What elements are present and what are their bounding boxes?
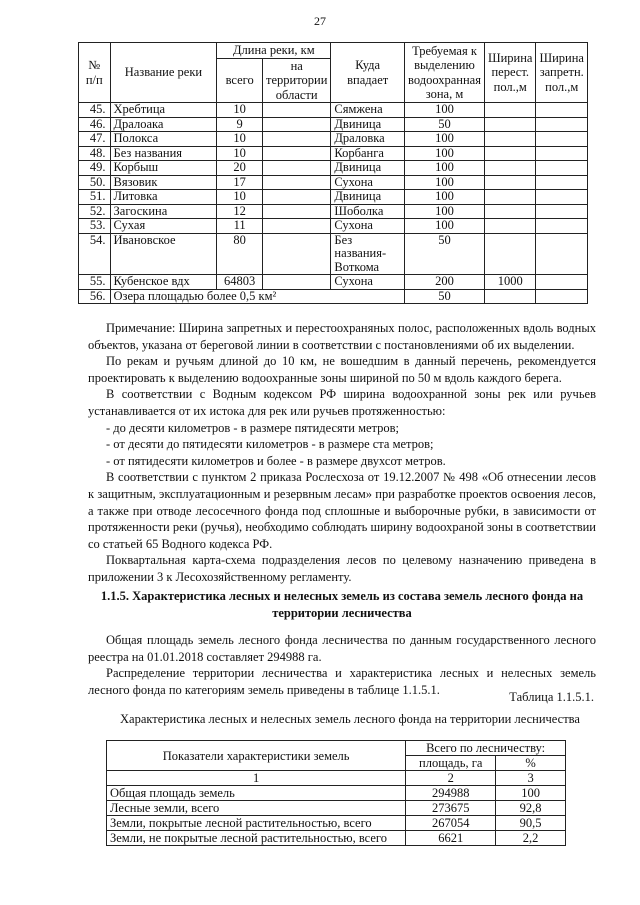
fire-width bbox=[484, 161, 535, 176]
section-text bbox=[88, 632, 596, 698]
row-num: 55. bbox=[79, 275, 111, 290]
ban-width bbox=[536, 175, 588, 190]
body-text bbox=[88, 320, 596, 586]
table-row bbox=[79, 289, 588, 304]
row-num: 48. bbox=[79, 146, 111, 161]
length-in-area bbox=[263, 275, 331, 290]
length-in-area bbox=[263, 175, 331, 190]
zone-width: 100 bbox=[405, 132, 485, 147]
river-mouth: Сямжена bbox=[331, 103, 405, 118]
river-mouth: Без названия-Воткома bbox=[331, 233, 405, 275]
length-in-area bbox=[263, 233, 331, 275]
header-num: № п/п bbox=[79, 43, 111, 103]
length-total: 12 bbox=[217, 204, 263, 219]
row-num: 47. bbox=[79, 132, 111, 147]
table-row bbox=[79, 190, 588, 205]
zone-width: 100 bbox=[405, 175, 485, 190]
zone-width: 50 bbox=[405, 289, 485, 304]
paragraph: Поквартальная карта-схема подразделения лесов по целевому назначению приведена в приложении 3 к Лесохозяйственному регламенту. bbox=[88, 553, 596, 584]
header-mouth: Куда впадает bbox=[331, 43, 405, 103]
river-name: Кубенское вдх bbox=[110, 275, 217, 290]
paragraph: В соответствии с Водным кодексом РФ ширина водоохранной зоны рек или ручьев устанавливается от их истока для рек или ручьев протяженностью: bbox=[88, 387, 596, 418]
page-number: 27 bbox=[314, 14, 326, 28]
paragraph: По рекам и ручьям длиной до 10 км, не вошедшим в данный перечень, рекомендуется проектировать к выделению водоохранные зоны шириной по 50 м вдоль каждого берега. bbox=[88, 354, 596, 385]
paragraph: В соответствии с пунктом 2 приказа Рослесхоза от 19.12.2007 № 498 «Об отнесении лесов к защитным, эксплуатационным и резервным лесам» при разработке проектов освоения лесов, а также при отводе лесосечного фонда под сплошные и выборочные рубки, в зависимости от протяженности реки (ручья), необходимо соблюдать ширину водоохраной зоны в соответствии со статьей 65 Водного кодекса РФ. bbox=[88, 470, 596, 551]
ban-width bbox=[536, 161, 588, 176]
land-pct: 90,5 bbox=[496, 816, 566, 831]
land-pct: 2,2 bbox=[496, 831, 566, 846]
header-total: всего bbox=[217, 58, 263, 103]
zone-width: 100 bbox=[405, 161, 485, 176]
length-in-area bbox=[263, 219, 331, 234]
header-ban-width: Ширина запретн. пол.,м bbox=[536, 43, 588, 103]
ban-width bbox=[536, 289, 588, 304]
length-total: 17 bbox=[217, 175, 263, 190]
list-item: - от десяти до пятидесяти километров - в размере ста метров; bbox=[106, 437, 434, 452]
length-in-area bbox=[263, 161, 331, 176]
table-row bbox=[79, 275, 588, 290]
river-mouth: Двиница bbox=[331, 190, 405, 205]
zone-width: 100 bbox=[405, 204, 485, 219]
land-category: Земли, покрытые лесной растительностью, всего bbox=[107, 816, 406, 831]
row-num: 56. bbox=[79, 289, 111, 304]
land-area: 267054 bbox=[406, 816, 496, 831]
land-area: 273675 bbox=[406, 801, 496, 816]
row-num: 54. bbox=[79, 233, 111, 275]
river-name: Сухая bbox=[110, 219, 217, 234]
fire-width bbox=[484, 117, 535, 132]
col-num: 3 bbox=[496, 771, 566, 786]
river-name: Вязовик bbox=[110, 175, 217, 190]
river-name: Литовка bbox=[110, 190, 217, 205]
river-mouth: Сухона bbox=[331, 275, 405, 290]
table-row bbox=[79, 161, 588, 176]
river-name: Без названия bbox=[110, 146, 217, 161]
river-name: Полокса bbox=[110, 132, 217, 147]
river-mouth: Сухона bbox=[331, 175, 405, 190]
row-num: 45. bbox=[79, 103, 111, 118]
header-name: Название реки bbox=[110, 43, 217, 103]
length-total: 80 bbox=[217, 233, 263, 275]
col-num: 2 bbox=[406, 771, 496, 786]
ban-width bbox=[536, 146, 588, 161]
table-title: Характеристика лесных и нелесных земель лесного фонда на территории лесничества bbox=[120, 712, 580, 726]
paragraph: Распределение территории лесничества и характеристика лесных и нелесных земель лесного фонда по категориям земель приведены в таблице 1.1.5.1. bbox=[88, 666, 596, 697]
table-row bbox=[79, 219, 588, 234]
ban-width bbox=[536, 190, 588, 205]
table-row bbox=[107, 816, 566, 831]
header-in-area: на территории области bbox=[263, 58, 331, 103]
table-row bbox=[79, 103, 588, 118]
header-length: Длина реки, км bbox=[217, 43, 331, 59]
length-in-area bbox=[263, 190, 331, 205]
fire-width bbox=[484, 190, 535, 205]
table-row bbox=[107, 786, 566, 801]
zone-width: 100 bbox=[405, 190, 485, 205]
fire-width bbox=[484, 219, 535, 234]
length-in-area bbox=[263, 103, 331, 118]
table-row bbox=[107, 801, 566, 816]
zone-width: 50 bbox=[405, 117, 485, 132]
river-mouth: Корбанга bbox=[331, 146, 405, 161]
table-row bbox=[79, 204, 588, 219]
row-num: 49. bbox=[79, 161, 111, 176]
river-name: Дралоака bbox=[110, 117, 217, 132]
length-total: 10 bbox=[217, 132, 263, 147]
ban-width bbox=[536, 204, 588, 219]
section-heading: 1.1.5. Характеристика лесных и нелесных земель из состава земель лесного фонда на территории лесничества bbox=[100, 589, 584, 620]
fire-width bbox=[484, 132, 535, 147]
fire-width bbox=[484, 233, 535, 275]
fire-width bbox=[484, 289, 535, 304]
zone-width: 100 bbox=[405, 146, 485, 161]
land-area: 6621 bbox=[406, 831, 496, 846]
list-item: - от пятидесяти километров и более - в размере двухсот метров. bbox=[106, 453, 446, 468]
zone-width: 50 bbox=[405, 233, 485, 275]
land-pct: 100 bbox=[496, 786, 566, 801]
header-area: площадь, га bbox=[406, 756, 496, 771]
length-total: 10 bbox=[217, 103, 263, 118]
header-total-forestry: Всего по лесничеству: bbox=[406, 741, 566, 756]
header-indicator: Показатели характеристики земель bbox=[107, 741, 406, 771]
row-num: 46. bbox=[79, 117, 111, 132]
row-num: 52. bbox=[79, 204, 111, 219]
land-category: Лесные земли, всего bbox=[107, 801, 406, 816]
zone-width: 100 bbox=[405, 219, 485, 234]
ban-width bbox=[536, 219, 588, 234]
length-total: 9 bbox=[217, 117, 263, 132]
table-label: Таблица 1.1.5.1. bbox=[509, 690, 594, 704]
river-name: Хребтица bbox=[110, 103, 217, 118]
ban-width bbox=[536, 132, 588, 147]
length-total: 64803 bbox=[217, 275, 263, 290]
river-mouth: Драловка bbox=[331, 132, 405, 147]
length-in-area bbox=[263, 132, 331, 147]
row-num: 50. bbox=[79, 175, 111, 190]
land-area: 294988 bbox=[406, 786, 496, 801]
river-mouth: Двиница bbox=[331, 117, 405, 132]
ban-width bbox=[536, 233, 588, 275]
ban-width bbox=[536, 103, 588, 118]
length-in-area bbox=[263, 204, 331, 219]
land-table bbox=[106, 740, 566, 846]
header-pct: % bbox=[496, 756, 566, 771]
ban-width bbox=[536, 275, 588, 290]
length-total: 10 bbox=[217, 146, 263, 161]
table-row bbox=[107, 831, 566, 846]
table-row bbox=[79, 146, 588, 161]
length-total: 10 bbox=[217, 190, 263, 205]
list-item: - до десяти километров - в размере пятидесяти метров; bbox=[106, 420, 400, 435]
header-fire-width: Ширина перест. пол.,м bbox=[484, 43, 535, 103]
fire-width bbox=[484, 204, 535, 219]
land-category: Общая площадь земель bbox=[107, 786, 406, 801]
zone-width: 100 bbox=[405, 103, 485, 118]
river-mouth: Шоболка bbox=[331, 204, 405, 219]
river-name: Загоскина bbox=[110, 204, 217, 219]
fire-width: 1000 bbox=[484, 275, 535, 290]
col-num: 1 bbox=[107, 771, 406, 786]
note-paragraph: Примечание: Ширина запретных и перестоохраняных полос, расположенных вдоль водных объектов, указана от береговой линии в соответствии с постановлениями об их выделении. bbox=[88, 321, 596, 352]
land-pct: 92,8 bbox=[496, 801, 566, 816]
length-in-area bbox=[263, 146, 331, 161]
paragraph: Общая площадь земель лесного фонда лесничества по данным государственного лесного реестра на 01.01.2018 составляет 294988 га. bbox=[88, 633, 596, 664]
rivers-table bbox=[78, 42, 588, 304]
length-total: 11 bbox=[217, 219, 263, 234]
river-name: Ивановское bbox=[110, 233, 217, 275]
river-mouth: Двиница bbox=[331, 161, 405, 176]
row-num: 53. bbox=[79, 219, 111, 234]
fire-width bbox=[484, 103, 535, 118]
lakes-label: Озера площадью более 0,5 км² bbox=[110, 289, 404, 304]
river-mouth: Сухона bbox=[331, 219, 405, 234]
table-row bbox=[79, 175, 588, 190]
row-num: 51. bbox=[79, 190, 111, 205]
header-zone: Требуемая к выделению водоохранная зона, м bbox=[405, 43, 485, 103]
land-category: Земли, не покрытые лесной растительностью, всего bbox=[107, 831, 406, 846]
length-in-area bbox=[263, 117, 331, 132]
fire-width bbox=[484, 175, 535, 190]
table-row bbox=[79, 117, 588, 132]
fire-width bbox=[484, 146, 535, 161]
ban-width bbox=[536, 117, 588, 132]
river-name: Корбыш bbox=[110, 161, 217, 176]
table-row bbox=[79, 233, 588, 275]
zone-width: 200 bbox=[405, 275, 485, 290]
length-total: 20 bbox=[217, 161, 263, 176]
table-row bbox=[79, 132, 588, 147]
